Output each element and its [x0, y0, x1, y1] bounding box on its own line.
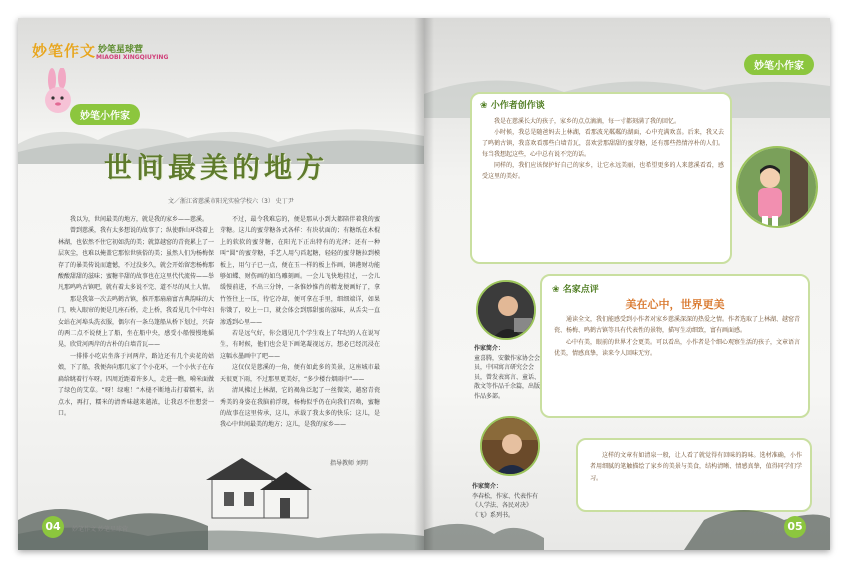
article-paragraph: 一排排小吃店坐落于河两岸，路边还有几个卖花的姑娘，下了船，我便奔向那几家了个小花环，一个小伙子在布扁给眺着行车呀。四周近距着许多人，走进一瞧，嗬米面做了绿色的艾草。“呀！绿啦！”木槌不断地击打着糯米，沾点水，再打，糯米的清香味越来越浓，让我忍不住想尝一口。 [58, 352, 215, 417]
child-portrait-icon [738, 148, 818, 228]
magazine-logo-en: MIAOBI XINGQIUYING [96, 54, 169, 61]
critic-bio-label: 作家简介： [474, 345, 505, 352]
article-paragraph: 不过，最令我难忘的，便是那从小到大都陪伴着我的蜜芽糖。这儿的蜜芽糖各式各样：有块状面的；有糖纸在木棍上的软软的蜜芽糖，在阳光下正出特有的光泽；还有一种叫“圆”的蜜芽糖，手艺人用勺舀起糖，轻轻的蜜芽糖拉到模板上，用勺子已一点，便在玉一样的板上作画，镇港财功能够如蝶、财伤画的如鸟雕刻画。一会儿飞快地挂过，一会儿缓慢前进，不出三分钟，一条惟妙惟肖的精龙便画好了，拿竹签往上一压，待它冷却，便可拿在手里，细细端详，如果你饿了，咬上一口，就会体会到那甜蜜的滋味，从舌尖一直渗透到心里—— [220, 216, 380, 326]
article-title: 世间最美的地方 [104, 151, 329, 184]
leaf-bullet-icon: ❀ [480, 101, 488, 111]
expert-comment-heading [552, 282, 599, 295]
article-column-2 [220, 214, 380, 431]
expert-comment-paragraph: 心中有美，眼前的世界才会更美。可以看出，小作者是个细心观察生活的孩子，文章语言优美，情感真挚，读来令人回味无穷。 [554, 338, 801, 358]
article-byline: 文／浙江省慈溪市阳光实验学校六（3） 史丁尹 [168, 198, 294, 205]
article-paragraph: 我以为，世间最美的地方，就是我的家乡——慈溪。 [70, 216, 209, 223]
magazine-spread [18, 18, 830, 550]
page-number-left: 04 [42, 516, 64, 538]
author-talk-box [470, 92, 732, 264]
critic-portrait-icon [482, 418, 540, 476]
article-paragraph: 这仅仅是慈溪的一角，便有如此多的美景，这座城市最天很更下雨，不过那里更美好，“多少楼台烟雨中”—— [220, 364, 380, 383]
critic-avatar-1 [476, 280, 536, 340]
expert-comment-text [554, 314, 800, 360]
section-tag-right: 妙笔小作家 [744, 54, 814, 75]
right-page [424, 18, 830, 550]
expert-comment-title: 美在心中，世界更美 [625, 298, 725, 311]
critic-portrait-icon [478, 282, 536, 340]
critic-bio-text: 童喜腾，安徽作家协会会员，中国寓言研究会会员，曾发表寓言、童话、散文等作品千余篇，出版作品多部。 [474, 354, 541, 400]
footer-text-left: 妙笔作文 妙笔星球营 [72, 526, 128, 533]
magazine-logo: 妙笔作文 [32, 42, 97, 60]
leaf-bullet-icon: ❀ [552, 285, 560, 295]
author-talk-paragraph: 我是在慈溪长大的孩子，家乡的点点滴滴，每一寸都刻满了我的回忆。 [494, 118, 681, 125]
article-paragraph: 那是我第一次去鸣鹤古镇，推开那扇扇富古典韵味的大门，映入眼帘的便是几座石桥，走上桥，我看见几个中年妇女站在河埠头洗衣服，偶尔有一条乌篷船从桥下划过，兴奋的两二点不说便上了船，坐在船中央，感受小船慢慢地摇晃，欣赏河两岸的古朴的白墙青瓦—— [58, 295, 215, 349]
expert-comment-paragraph: 通读全文，我们能感受到小作者对家乡慈溪深深的热爱之情。作者选取了上林湖、越窑青瓷、杨梅、鸣鹤古镇等具有代表性的景物，描写生动细致，富有画面感。 [554, 316, 801, 335]
article-column-1 [58, 214, 214, 419]
critic-bio-label: 作家简介： [472, 483, 503, 490]
article-paragraph: 曾到慈溪，我有太多想说的故事了；纵使群山环绕着上林湖，也依然不住它初如洗的美；就算越窑的青瓷累上了一层灰尘，也难以掩盖它那惊世骇俗的美；虽然人们为杨梅保存了的暴美传说而遗憾，不过没多久，就会开始留恋杨梅那酸酸甜甜的滋味；蜜糖辛甜的故事也在这里代代流传——举凡那鸣鸣古镇吧，就有着太多说不完、道不尽的风土人情。 [58, 227, 215, 292]
author-talk-paragraph: 同样的，我们应该保护好自己的家乡，让它永远美丽，也希望更多的人来慈溪看看，感受这里的美好。 [482, 162, 724, 181]
critic-bio-1 [474, 344, 540, 402]
expert-comment-box [540, 274, 810, 418]
critic-bio-text: 李春松，作家、代表作有《人学法、各民对决》《飞》系列书。 [472, 492, 539, 519]
spread-gutter [414, 18, 434, 550]
author-talk-heading-text: 小作者创作谈 [490, 101, 545, 111]
lotus-bottom-illustration [424, 490, 830, 550]
author-talk-paragraph: 小时候，我总是随爸妈去上林湖，看那波光粼粼的湖面，心中充满欢喜。后来，我又去了鸣鹤古镇，我喜欢看那些白墙青瓦，喜欢尝那甜甜的蜜芽糖，还有那些热情淳朴的人们。每当我想起这些，心中总有说不完的话。 [482, 129, 724, 159]
mountain-bottom-illustration [18, 480, 424, 550]
author-talk-heading [480, 98, 545, 111]
author-talk-text [482, 116, 724, 183]
author-photo [736, 146, 818, 228]
closing-comment-text [590, 450, 802, 484]
expert-comment-heading-text: 名家点评 [562, 285, 599, 295]
magazine-logo-sub: 妙笔星球营 [98, 45, 144, 55]
page-number-right: 05 [784, 516, 806, 538]
article-paragraph: 清风拂过上林湖，它的褐角泛起了一丝微笑，越窑青瓷秀美的身姿在我脑前浮现，杨梅似乎仍在向我们召唤，蜜糖的故事在这里传承，这儿，承载了我太多的快乐；这儿，是我心中世间最美的地方；这儿，是我的家乡—— [220, 387, 380, 429]
article-paragraph: 若是远气好，你会遇见几个学生戏上了年纪的人在说写生，有时候，他们也会是下画笔凝视远方，想必已经沉浸在这幅水墨画中了吧—— [220, 330, 380, 360]
article-signature: 指导教师 刘明 [330, 460, 368, 467]
closing-comment-paragraph: 这样的文章有如清泉一般，让人看了就觉得有回味的韵味。选材准确，小作者用细腻的笔触描绘了家乡的美景与美食，结构清晰、情感真挚，值得同学们学习。 [590, 452, 802, 482]
critic-avatar-2 [480, 416, 540, 476]
left-page [18, 18, 424, 550]
section-tag-left: 妙笔小作家 [70, 104, 140, 125]
